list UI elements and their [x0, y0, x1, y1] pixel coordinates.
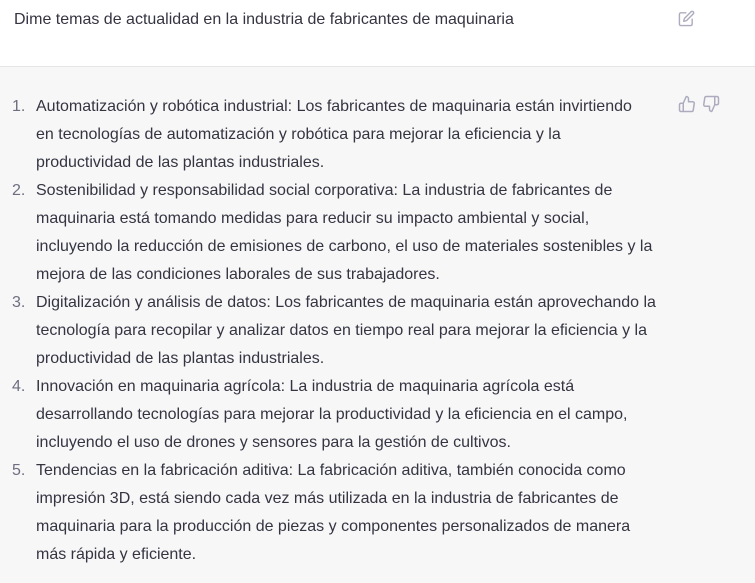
answer-item-line: Sostenibilidad y responsabilidad social corporativa: La industria de fabricantes de	[36, 182, 613, 199]
feedback-buttons	[678, 95, 720, 113]
answer-item-number: 4.	[12, 378, 26, 395]
user-message-text: Dime temas de actualidad en la industria de fabricantes de maquinaria	[14, 11, 514, 28]
answer-item-line: Digitalización y análisis de datos: Los fabricantes de maquinaria están aprovechando la	[36, 294, 656, 311]
thumbs-up-icon	[678, 95, 696, 113]
answer-item-line: productividad de las plantas industriales.	[36, 350, 325, 367]
answer-item-line: maquinaria para la producción de piezas y componentes personalizados de manera	[36, 518, 631, 535]
thumbs-up-button[interactable]	[678, 95, 696, 113]
answer-item-number: 1.	[12, 98, 26, 115]
answer-item	[12, 373, 676, 457]
thumbs-down-icon	[702, 95, 720, 113]
answer-item-line: tecnología para recopilar y analizar datos en tiempo real para mejorar la eficiencia y la	[36, 322, 647, 339]
answer-item-line: mejora de las condiciones laborales de sus trabajadores.	[36, 266, 440, 283]
assistant-message	[0, 67, 755, 583]
answer-item-number: 5.	[12, 462, 26, 479]
edit-icon	[678, 10, 695, 27]
answer-item	[12, 93, 676, 177]
answer-item-line: productividad de las plantas industriales.	[36, 154, 325, 171]
answer-item	[12, 457, 676, 569]
answer-item	[12, 289, 676, 373]
answer-item-line: en tecnologías de automatización y robótica para mejorar la eficiencia y la	[36, 126, 561, 143]
thumbs-down-button[interactable]	[702, 95, 720, 113]
answer-item-line: más rápida y eficiente.	[36, 546, 197, 563]
answer-item-number: 3.	[12, 294, 26, 311]
answer-item-line: Tendencias en la fabricación aditiva: La fabricación aditiva, también conocida como	[36, 462, 626, 479]
answer-list	[12, 93, 676, 569]
answer-item-line: incluyendo la reducción de emisiones de carbono, el uso de materiales sostenibles y la	[36, 238, 653, 255]
answer-item	[12, 177, 676, 289]
answer-item-line: impresión 3D, está siendo cada vez más utilizada en la industria de fabricantes de	[36, 490, 619, 507]
user-message	[0, 0, 755, 67]
answer-item-line: desarrollando tecnologías para mejorar la productividad y la eficiencia en el campo,	[36, 406, 628, 423]
answer-item-line: maquinaria está tomando medidas para reducir su impacto ambiental y social,	[36, 210, 590, 227]
answer-item-line: incluyendo el uso de drones y sensores para la gestión de cultivos.	[36, 434, 511, 451]
answer-item-line: Automatización y robótica industrial: Los fabricantes de maquinaria están invirtiendo	[36, 98, 632, 115]
answer-item-number: 2.	[12, 182, 26, 199]
edit-message-button[interactable]	[678, 10, 695, 27]
answer-item-line: Innovación en maquinaria agrícola: La industria de maquinaria agrícola está	[36, 378, 575, 395]
